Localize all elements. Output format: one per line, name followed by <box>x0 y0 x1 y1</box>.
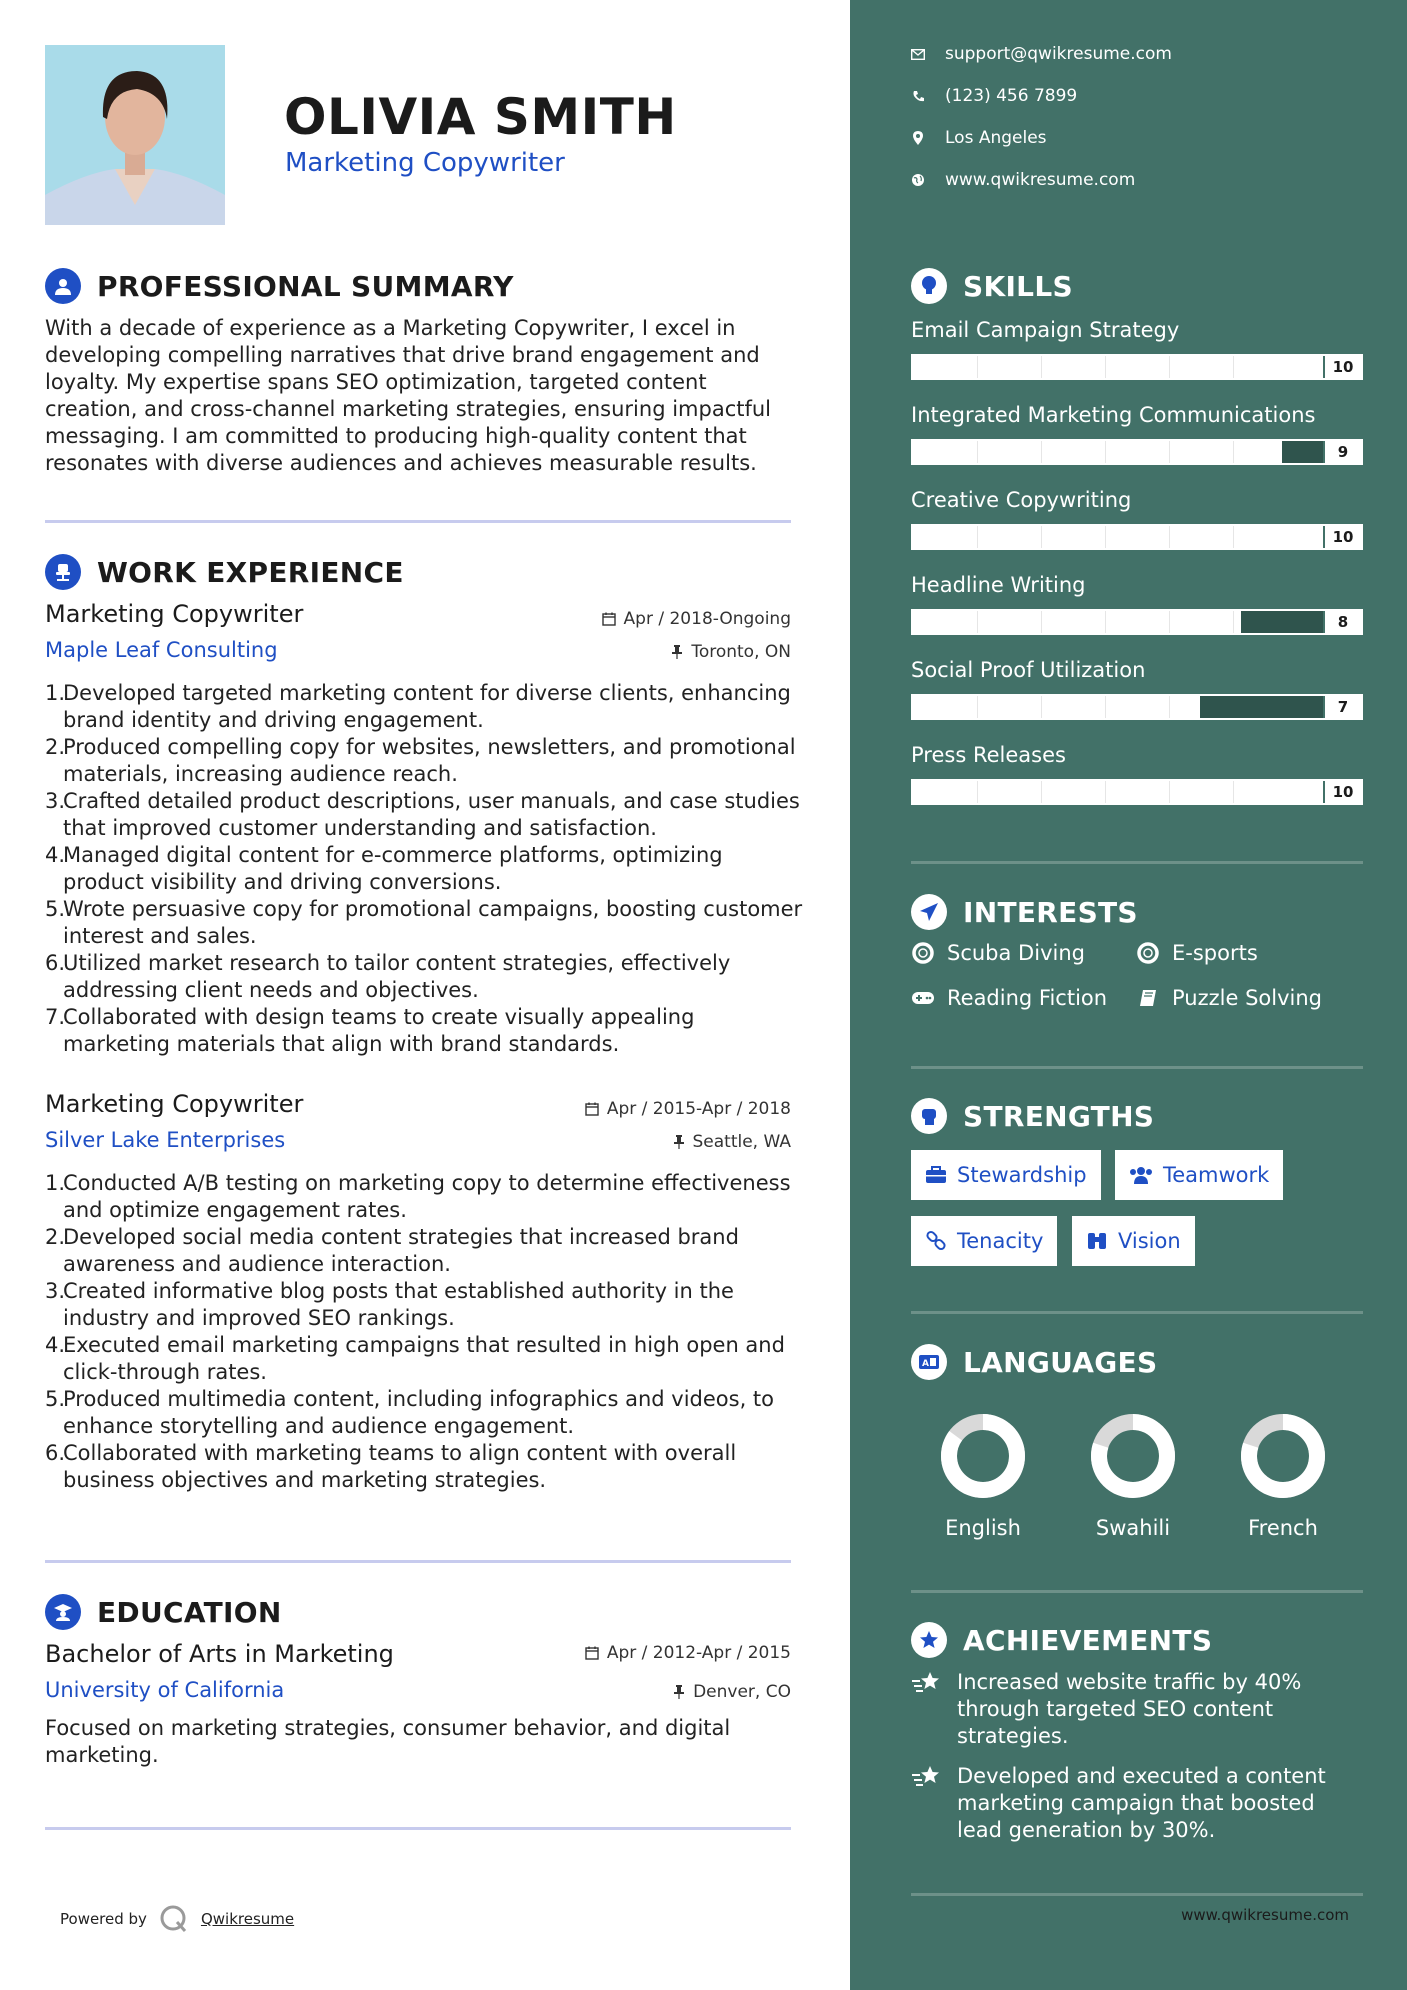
phone-icon <box>911 89 925 103</box>
pin-icon <box>673 1135 685 1149</box>
pin-icon <box>673 1685 685 1699</box>
powered-by <box>60 1904 294 1934</box>
education-dates-text: Apr / 2012-Apr / 2015 <box>606 1643 791 1663</box>
globe-icon <box>911 173 925 187</box>
job-1-title: Marketing Copywriter <box>45 600 304 628</box>
list-item: 3. Created informative blog posts that established authority in the industry and improved SEO rankings. <box>45 1279 734 1330</box>
language-icon <box>911 1344 947 1380</box>
pin-icon <box>671 645 683 659</box>
skill-bar-fill <box>913 781 1323 803</box>
divider <box>911 1311 1363 1314</box>
skill-value: 9 <box>1323 441 1361 463</box>
binoculars-icon <box>1086 1231 1108 1251</box>
lightbulb-icon <box>911 268 947 304</box>
job-2-title: Marketing Copywriter <box>45 1090 304 1118</box>
book-icon <box>1136 986 1160 1010</box>
skill-value: 8 <box>1323 611 1361 633</box>
language-donut <box>1233 1406 1333 1506</box>
job-1-dates <box>602 609 791 629</box>
job-2-dates-text: Apr / 2015-Apr / 2018 <box>606 1099 791 1119</box>
skill-value: 10 <box>1323 781 1361 803</box>
candidate-title: Marketing Copywriter <box>285 148 565 178</box>
divider <box>911 861 1363 864</box>
candidate-name: OLIVIA SMITH <box>284 88 677 146</box>
interest-item: Scuba Diving <box>911 941 1085 965</box>
language-label: French <box>1248 1516 1318 1540</box>
contact-location-text: Los Angeles <box>945 128 1047 148</box>
skill-bar-fill <box>913 356 1323 378</box>
languages-title: LANGUAGES <box>963 1345 1158 1379</box>
language-label: English <box>945 1516 1021 1540</box>
skill-bar-fill <box>913 441 1282 463</box>
users-icon <box>1129 1166 1153 1184</box>
skill-bar-fill <box>913 611 1241 633</box>
divider <box>911 1066 1363 1069</box>
contact-phone <box>911 86 1077 106</box>
list-item: 7. Collaborated with design teams to create visually appealing marketing materials that align with brand standards. <box>45 1005 695 1056</box>
job-1-dates-text: Apr / 2018-Ongoing <box>623 609 791 629</box>
list-item: 4. Managed digital content for e-commerce platforms, optimizing product visibility and driving conversions. <box>45 843 723 894</box>
education-text: Focused on marketing strategies, consumer behavior, and digital marketing. <box>45 1716 731 1767</box>
divider <box>911 1893 1363 1896</box>
skill-bar <box>911 354 1363 380</box>
job-2-dates <box>585 1099 791 1119</box>
calendar-icon <box>602 612 616 626</box>
qwikresume-link[interactable]: Qwikresume <box>200 1910 295 1928</box>
contact-email-text: support@qwikresume.com <box>945 44 1172 64</box>
strengths-heading <box>911 1098 1154 1134</box>
achievement-item: Increased website traffic by 40% through targeted SEO content strategies. <box>911 1669 1351 1750</box>
map-marker-icon <box>911 131 925 145</box>
profile-photo <box>45 45 225 225</box>
skill-bar-fill <box>913 696 1200 718</box>
skill-label: Press Releases <box>911 743 1066 767</box>
graduate-icon <box>45 1594 81 1630</box>
skill-label: Headline Writing <box>911 573 1086 597</box>
powered-by-label: Powered by <box>60 1910 147 1928</box>
strength-chip: Vision <box>1072 1216 1195 1266</box>
education-dates <box>585 1643 791 1663</box>
achievements-title: ACHIEVEMENTS <box>963 1623 1213 1657</box>
list-item: 6. Collaborated with marketing teams to align content with overall business objectives and marketing strategies. <box>45 1441 737 1492</box>
divider <box>45 1560 791 1563</box>
strength-chip: Stewardship <box>911 1150 1101 1200</box>
list-item: 2. Produced compelling copy for websites, newsletters, and promotional materials, increasing audience reach. <box>45 735 796 786</box>
education-location <box>673 1682 791 1702</box>
job-2-location-text: Seattle, WA <box>692 1132 791 1152</box>
strength-chip: Teamwork <box>1115 1150 1283 1200</box>
skill-value: 10 <box>1323 526 1361 548</box>
sidebar <box>850 0 1407 1990</box>
language-donut <box>1083 1406 1183 1506</box>
job-2-company: Silver Lake Enterprises <box>45 1128 286 1152</box>
skill-value: 7 <box>1323 696 1361 718</box>
shooting-star-icon <box>911 1763 943 1795</box>
skill-bar-fill <box>913 526 1323 548</box>
degree-title: Bachelor of Arts in Marketing <box>45 1640 394 1668</box>
user-icon <box>45 268 81 304</box>
language-item <box>933 1406 1033 1540</box>
fist-icon <box>911 1098 947 1134</box>
job-2-location <box>673 1132 792 1152</box>
skill-label: Integrated Marketing Communications <box>911 403 1316 427</box>
list-item: 5. Produced multimedia content, including infographics and videos, to enhance storytelling and audience engagement. <box>45 1387 775 1438</box>
summary-heading <box>45 268 514 304</box>
skills-title: SKILLS <box>963 269 1073 303</box>
contact-email <box>911 44 1172 64</box>
language-item <box>1233 1406 1333 1540</box>
skill-bar <box>911 694 1363 720</box>
experience-title: WORK EXPERIENCE <box>97 555 404 589</box>
strengths-title: STRENGTHS <box>963 1099 1155 1133</box>
experience-heading <box>45 554 404 590</box>
list-item: 5. Wrote persuasive copy for promotional campaigns, boosting customer interest and sales. <box>45 897 803 948</box>
list-item: 4. Executed email marketing campaigns that resulted in high open and click-through rates. <box>45 1333 785 1384</box>
languages-heading <box>911 1344 1157 1380</box>
job-1-company: Maple Leaf Consulting <box>45 638 278 662</box>
strength-chip: Tenacity <box>911 1216 1057 1266</box>
list-item: 3. Crafted detailed product descriptions, user manuals, and case studies that improved customer understanding and satisfaction. <box>45 789 800 840</box>
skill-label: Social Proof Utilization <box>911 658 1146 682</box>
divider <box>45 520 791 523</box>
achievements-heading <box>911 1622 1212 1658</box>
briefcase-icon <box>925 1166 947 1184</box>
interest-item: E-sports <box>1136 941 1258 965</box>
life-ring-icon <box>911 941 935 965</box>
list-item: 6. Utilized market research to tailor content strategies, effectively addressing client needs and objectives. <box>45 951 731 1002</box>
skill-bar <box>911 779 1363 805</box>
summary-text: With a decade of experience as a Marketing Copywriter, I excel in developing compelling narratives that drive brand engagement and loyalty. My expertise spans SEO optimization, targeted content creation, and cross-channel marketing strategies, ensuring impactful messaging. I am committed to producing high-quality content that resonates with diverse audiences and achieves measurable results. <box>45 316 772 475</box>
language-item <box>1083 1406 1183 1540</box>
school-name: University of California <box>45 1678 285 1702</box>
calendar-icon <box>585 1102 599 1116</box>
interests-title: INTERESTS <box>963 895 1138 929</box>
language-label: Swahili <box>1095 1516 1171 1540</box>
office-chair-icon <box>45 554 81 590</box>
svg-text:A: A <box>922 1359 929 1369</box>
interest-item: Reading Fiction <box>911 986 1107 1010</box>
paper-plane-icon <box>911 894 947 930</box>
calendar-icon <box>585 1646 599 1660</box>
list-item: 1. Developed targeted marketing content for diverse clients, enhancing brand identity and driving engagement. <box>45 681 791 732</box>
skill-bar <box>911 609 1363 635</box>
divider <box>45 1827 791 1830</box>
education-title: EDUCATION <box>97 1595 282 1629</box>
interests-heading <box>911 894 1138 930</box>
skill-bar <box>911 439 1363 465</box>
star-badge-icon <box>911 1622 947 1658</box>
skill-value: 10 <box>1323 356 1361 378</box>
job-1-bullets <box>45 680 805 1058</box>
list-item: 2. Developed social media content strategies that increased brand awareness and audience interaction. <box>45 1225 739 1276</box>
interest-item: Puzzle Solving <box>1136 986 1322 1010</box>
skill-label: Creative Copywriting <box>911 488 1132 512</box>
qwikresume-logo-icon <box>159 1904 189 1934</box>
achievement-item: Developed and executed a content marketing campaign that boosted lead generation by 30%. <box>911 1763 1351 1844</box>
contact-phone-text: (123) 456 7899 <box>945 86 1078 106</box>
skill-bar <box>911 524 1363 550</box>
divider <box>911 1590 1363 1593</box>
language-donut <box>933 1406 1033 1506</box>
contact-location <box>911 128 1047 148</box>
skill-label: Email Campaign Strategy <box>911 318 1180 342</box>
education-heading <box>45 1594 282 1630</box>
gamepad-icon <box>911 986 935 1010</box>
contact-website <box>911 170 1135 190</box>
job-1-location-text: Toronto, ON <box>691 642 791 662</box>
footer-website-link[interactable]: www.qwikresume.com <box>1181 1906 1349 1924</box>
contact-website-link[interactable]: www.qwikresume.com <box>945 170 1136 190</box>
list-item: 1. Conducted A/B testing on marketing copy to determine effectiveness and optimize engagement rates. <box>45 1171 791 1222</box>
summary-title: PROFESSIONAL SUMMARY <box>97 269 514 303</box>
education-location-text: Denver, CO <box>693 1682 791 1702</box>
envelope-icon <box>911 47 925 61</box>
shooting-star-icon <box>911 1669 943 1701</box>
link-icon <box>925 1230 947 1252</box>
skills-heading <box>911 268 1073 304</box>
job-1-location <box>671 642 791 662</box>
job-2-bullets <box>45 1170 805 1494</box>
life-ring-icon <box>1136 941 1160 965</box>
